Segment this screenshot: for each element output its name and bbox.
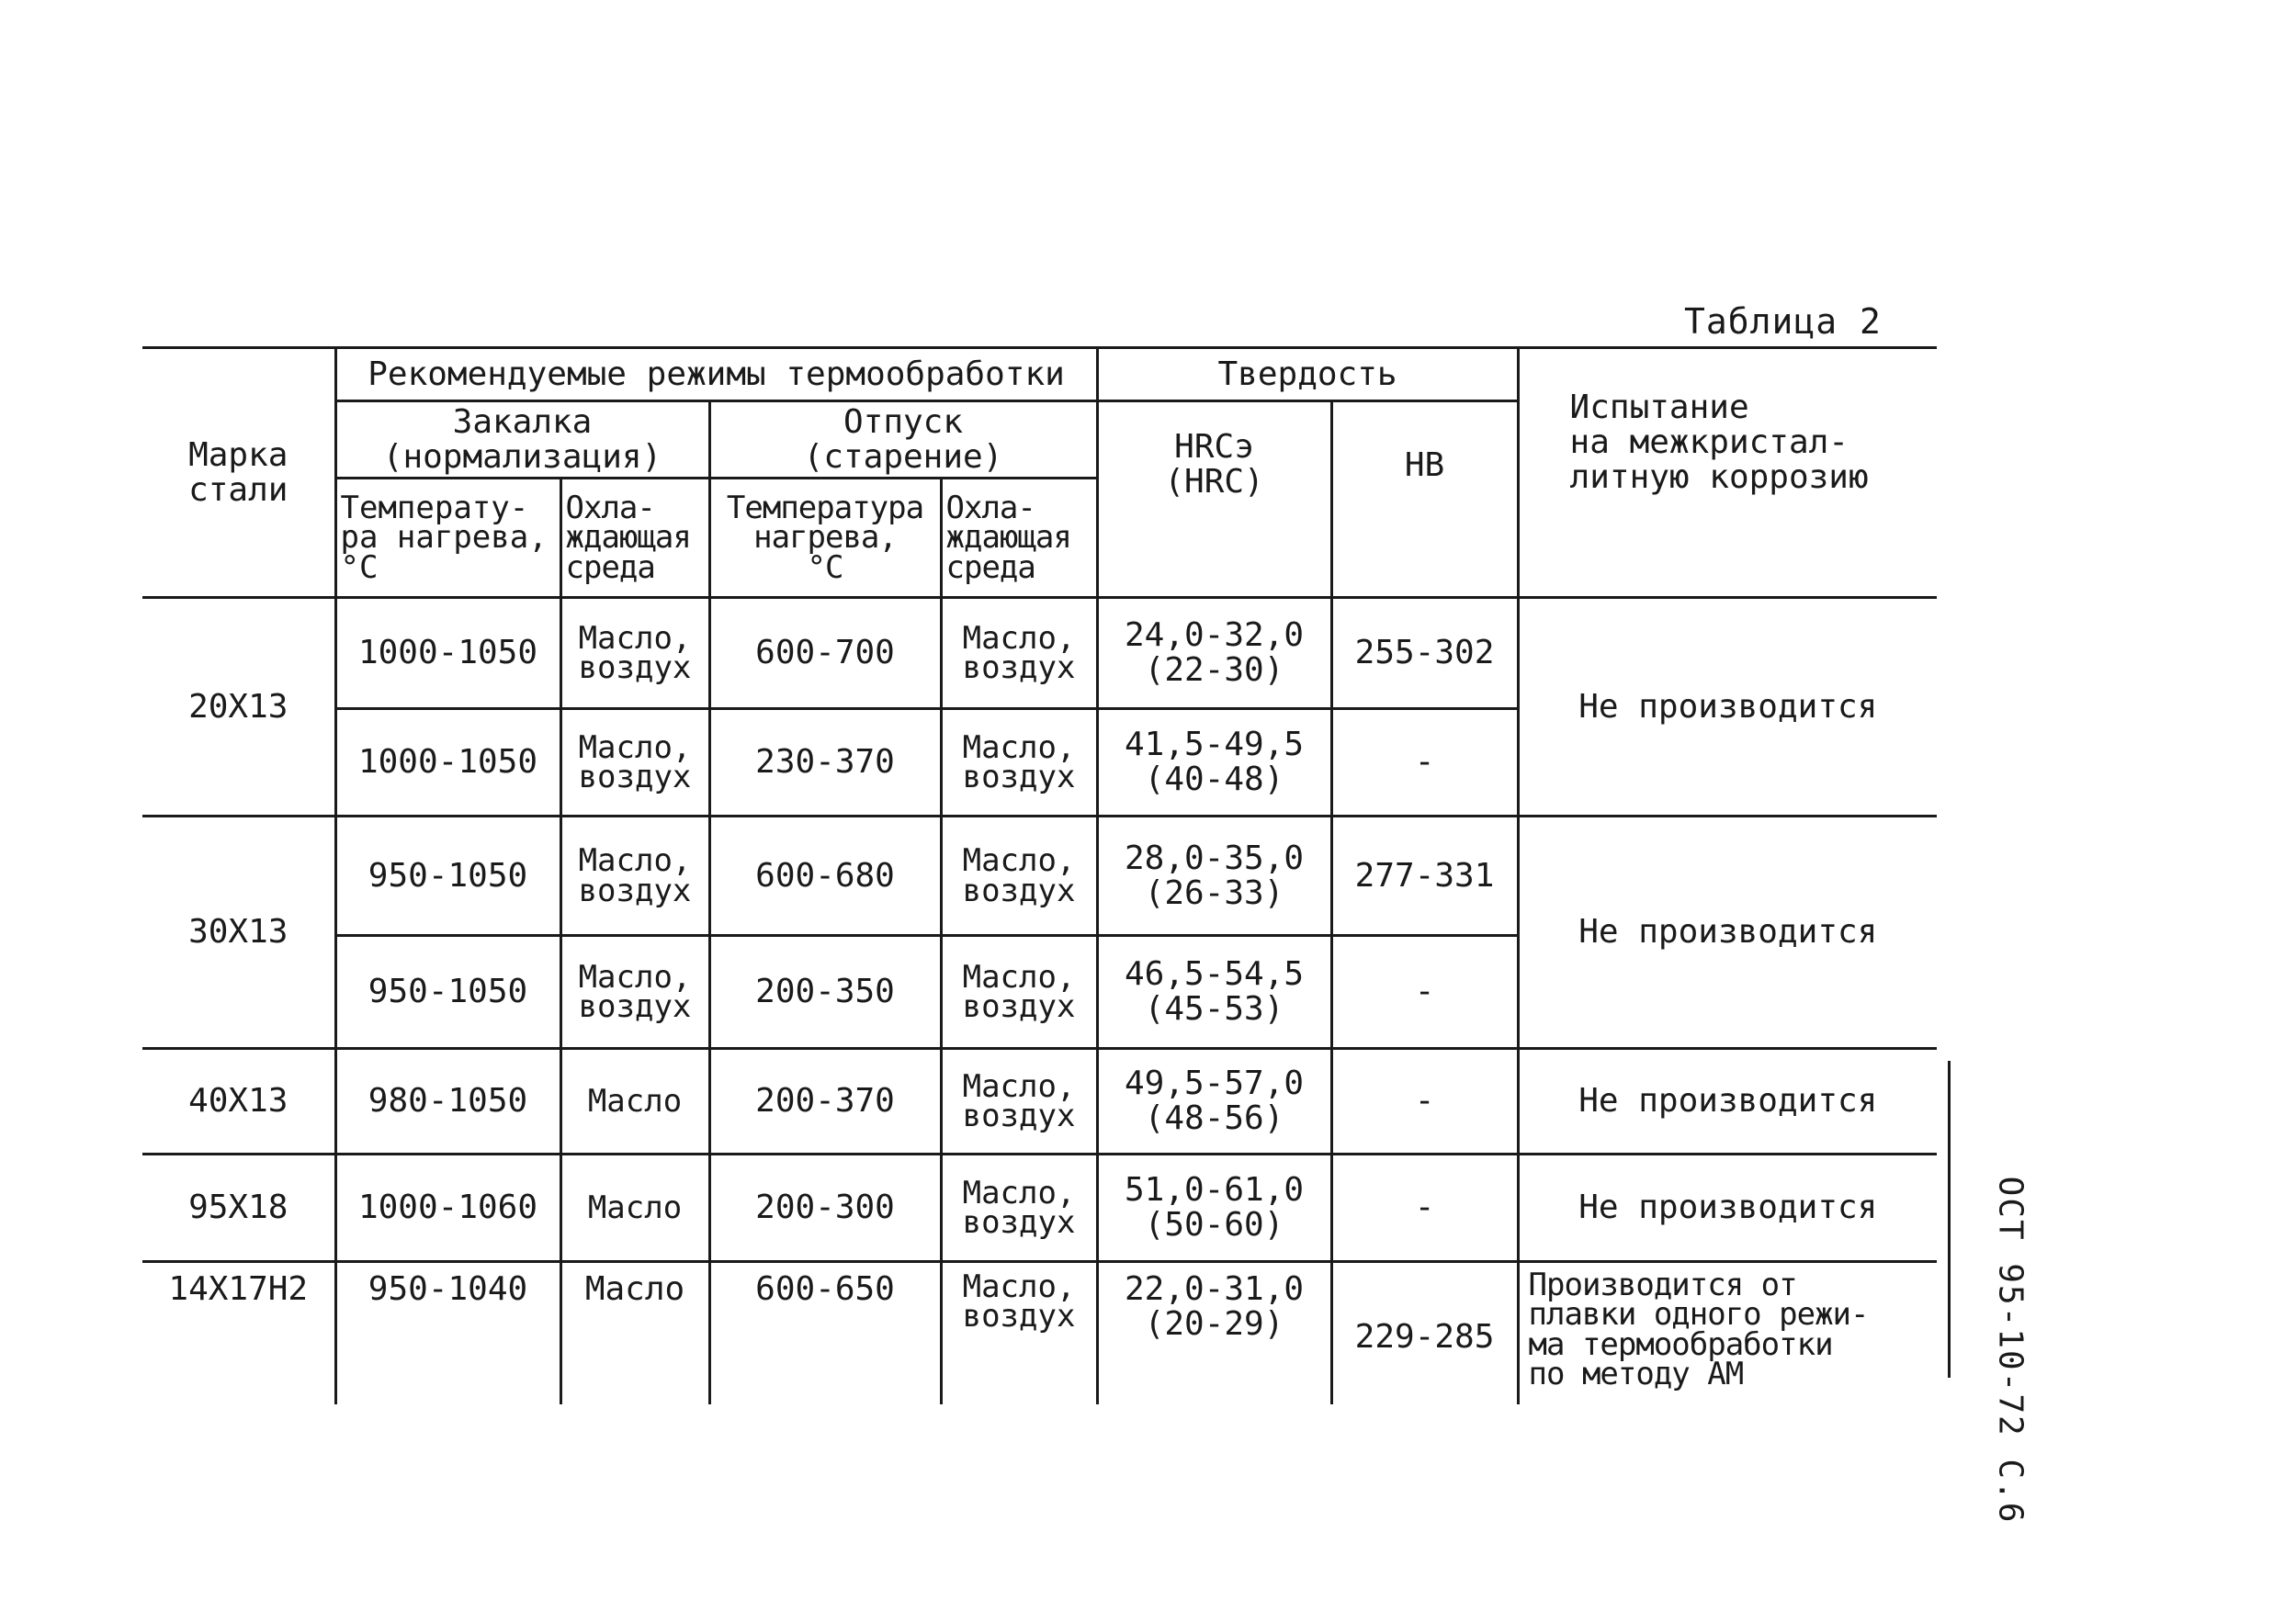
quench-temp: 950-1050 bbox=[335, 936, 560, 1049]
steel-grade: 20Х13 bbox=[142, 598, 335, 817]
temper-header: Отпуск (старение) bbox=[709, 401, 1097, 479]
temper-medium-header: Охла- ждающая среда bbox=[941, 479, 1097, 598]
steel-grade: 40Х13 bbox=[142, 1049, 335, 1155]
temper-temp: 230-370 bbox=[709, 709, 941, 817]
heat-treatment-table bbox=[142, 346, 1937, 1404]
table-row bbox=[142, 598, 1937, 709]
quench-medium: Масло bbox=[560, 1049, 709, 1155]
treatment-header: Рекомендуемые режимы термообработки bbox=[335, 348, 1097, 401]
hardness-header: Твердость bbox=[1097, 348, 1518, 401]
corrosion-test-value: Не производится bbox=[1518, 817, 1937, 1049]
standard-reference: ОСТ 95-10-72 С.6 bbox=[1991, 1176, 2030, 1525]
quench-medium: Масло bbox=[560, 1262, 709, 1404]
quench-temp: 1000-1050 bbox=[335, 709, 560, 817]
quench-temp: 950-1050 bbox=[335, 817, 560, 936]
hb-header: HB bbox=[1331, 401, 1518, 598]
quench-temp: 950-1040 bbox=[335, 1262, 560, 1404]
hrc-header: HRCэ (HRC) bbox=[1097, 401, 1331, 598]
table-row bbox=[142, 1049, 1937, 1155]
steel-grade: 30Х13 bbox=[142, 817, 335, 1049]
temper-medium: Масло, воздух bbox=[941, 817, 1097, 936]
hrc-value: 28,0-35,0 (26-33) bbox=[1097, 817, 1331, 936]
temper-medium: Масло, воздух bbox=[941, 1262, 1097, 1404]
temper-medium: Масло, воздух bbox=[941, 709, 1097, 817]
quench-temp: 1000-1060 bbox=[335, 1155, 560, 1262]
quench-medium: Масло, воздух bbox=[560, 709, 709, 817]
steel-grade: 14Х17Н2 bbox=[142, 1262, 335, 1404]
hb-value: - bbox=[1331, 709, 1518, 817]
steel-grade: 95Х18 bbox=[142, 1155, 335, 1262]
corrosion-test-header: Испытание на межкристал- литную коррозию bbox=[1518, 348, 1937, 598]
hb-value: - bbox=[1331, 1155, 1518, 1262]
temper-temp-header: Температура нагрева, °C bbox=[709, 479, 941, 598]
temper-medium: Масло, воздух bbox=[941, 1155, 1097, 1262]
temper-temp: 200-370 bbox=[709, 1049, 941, 1155]
table-caption: Таблица 2 bbox=[1684, 301, 1882, 342]
hb-value: 229-285 bbox=[1331, 1262, 1518, 1404]
hrc-value: 51,0-61,0 (50-60) bbox=[1097, 1155, 1331, 1262]
temper-temp: 200-350 bbox=[709, 936, 941, 1049]
corrosion-test-value: Производится от плавки одного режи- ма термообработки по методу АМ bbox=[1518, 1262, 1937, 1404]
quench-temp: 980-1050 bbox=[335, 1049, 560, 1155]
quench-medium: Масло, воздух bbox=[560, 936, 709, 1049]
hrc-value: 49,5-57,0 (48-56) bbox=[1097, 1049, 1331, 1155]
temper-temp: 600-650 bbox=[709, 1262, 941, 1404]
quench-header: Закалка (нормализация) bbox=[335, 401, 709, 479]
quench-medium: Масло, воздух bbox=[560, 598, 709, 709]
temper-temp: 200-300 bbox=[709, 1155, 941, 1262]
hrc-value: 22,0-31,0 (20-29) bbox=[1097, 1262, 1331, 1404]
quench-temp-header: Температу- ра нагрева, °C bbox=[335, 479, 560, 598]
quench-temp: 1000-1050 bbox=[335, 598, 560, 709]
header-row-1 bbox=[142, 348, 1937, 401]
quench-medium: Масло, воздух bbox=[560, 817, 709, 936]
side-rule bbox=[1948, 1061, 1951, 1378]
hrc-value: 41,5-49,5 (40-48) bbox=[1097, 709, 1331, 817]
temper-medium: Масло, воздух bbox=[941, 598, 1097, 709]
temper-medium: Масло, воздух bbox=[941, 936, 1097, 1049]
hrc-value: 24,0-32,0 (22-30) bbox=[1097, 598, 1331, 709]
temper-medium: Масло, воздух bbox=[941, 1049, 1097, 1155]
hb-value: - bbox=[1331, 1049, 1518, 1155]
temper-temp: 600-700 bbox=[709, 598, 941, 709]
hb-value: 255-302 bbox=[1331, 598, 1518, 709]
temper-temp: 600-680 bbox=[709, 817, 941, 936]
grade-header: Марка стали bbox=[142, 348, 335, 598]
quench-medium-header: Охла- ждающая среда bbox=[560, 479, 709, 598]
quench-medium: Масло bbox=[560, 1155, 709, 1262]
table-row bbox=[142, 1262, 1937, 1404]
hb-value: 277-331 bbox=[1331, 817, 1518, 936]
corrosion-test-value: Не производится bbox=[1518, 1049, 1937, 1155]
corrosion-test-value: Не производится bbox=[1518, 1155, 1937, 1262]
table-row bbox=[142, 817, 1937, 936]
table-row bbox=[142, 1155, 1937, 1262]
corrosion-test-value: Не производится bbox=[1518, 598, 1937, 817]
hrc-value: 46,5-54,5 (45-53) bbox=[1097, 936, 1331, 1049]
hb-value: - bbox=[1331, 936, 1518, 1049]
